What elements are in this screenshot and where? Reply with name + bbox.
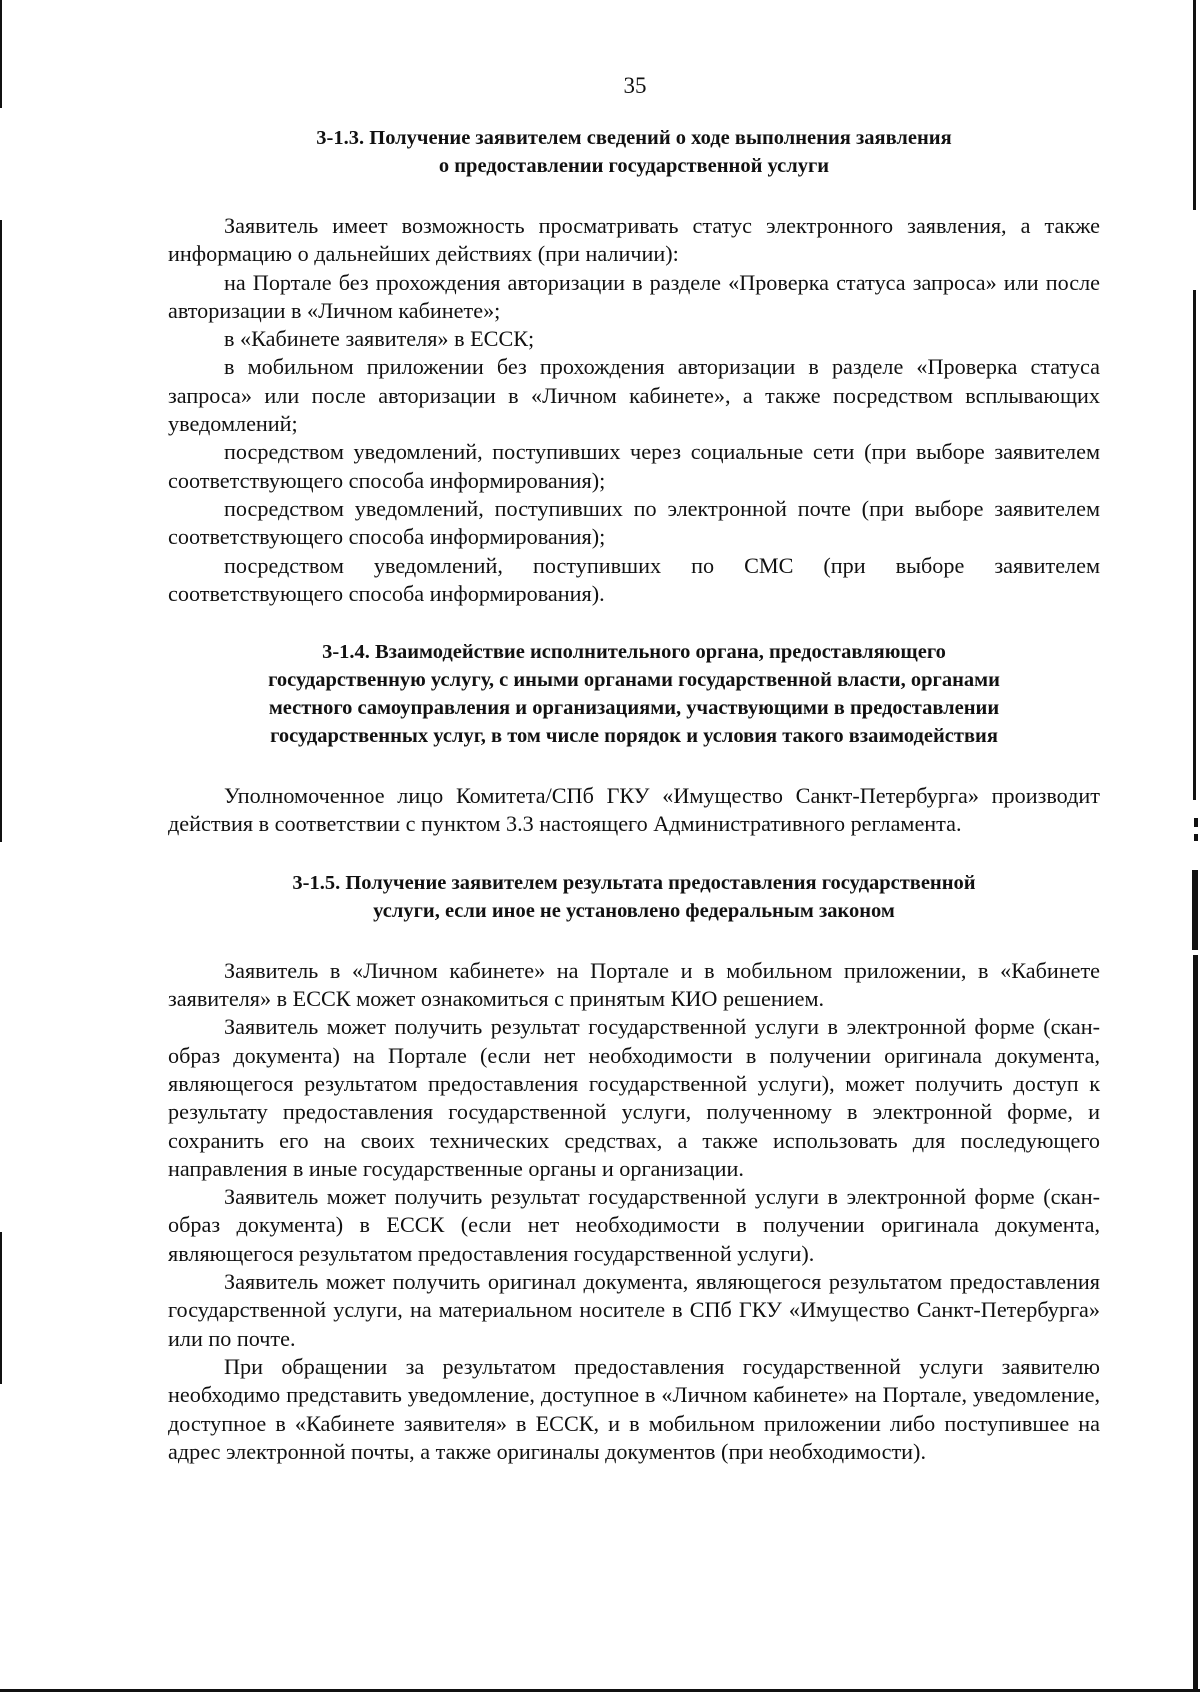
heading-line: услуги, если иное не установлено федеральным законом — [373, 899, 895, 922]
heading-line: государственных услуг, в том числе порядок и условия такого взаимодействия — [270, 725, 998, 748]
scan-edge-right — [1194, 818, 1198, 827]
scan-edge-right — [1192, 870, 1198, 950]
heading-line: о предоставлении государственной услуги — [438, 155, 830, 177]
paragraph: в мобильном приложении без прохождения авторизации в разделе «Проверка статуса запроса» или после авторизации в «Личном кабинете», а также посредством всплывающих уведомлений; — [168, 354, 1100, 437]
paragraph: Заявитель может получить результат государственной услуги в электронной форме (скан-образ документа) на Портале (если нет необходимости в получении оригинала документа, являющегося результатом предоставления государственной услуги), может получить доступ к результату предоставления государственной услуги, полученному в электронной форме, и сохранить его на своих технических средствах, а также использовать для последующего направления в иные государственные органы и организации. — [168, 1014, 1100, 1181]
document-body — [168, 124, 1100, 1466]
paragraph: Заявитель может получить результат государственной услуги в электронной форме (скан-образ документа) в ЕССК (если нет необходимости в получении оригинала документа, являющегося результатом предоставления государственной услуги). — [168, 1184, 1100, 1266]
scan-edge-right — [1193, 0, 1196, 210]
heading-line: государственную услугу, с иными органами государственной власти, органами — [268, 669, 1000, 692]
scan-edge-right — [1193, 290, 1196, 800]
paragraph: При обращении за результатом предоставления государственной услуги заявителю необходимо представить уведомление, доступное в «Личном кабинете» на Портале, уведомление, доступное в «Кабинете заявителя» в ЕССК, и в мобильном приложении либо поступившее на адрес электронной почты, а также оригиналы документов (при необходимости). — [168, 1353, 1100, 1464]
heading-line: 3-1.4. Взаимодействие исполнительного органа, предоставляющего — [322, 641, 946, 664]
section-heading — [224, 124, 1044, 180]
paragraph: посредством уведомлений, поступивших через социальные сети (при выборе заявителем соответствующего способа информирования); — [168, 439, 1100, 493]
scan-edge-right — [1193, 955, 1198, 1692]
paragraph: Заявитель имеет возможность просматривать статус электронного заявления, а также информацию о дальнейших действиях (при наличии): — [168, 213, 1100, 267]
section-heading — [179, 638, 1089, 750]
heading-line: 3-1.3. Получение заявителем сведений о ходе выполнения заявления — [316, 127, 952, 149]
paragraph: посредством уведомлений, поступивших по электронной почте (при выборе заявителем соответствующего способа информирования); — [168, 495, 1100, 550]
paragraph: Уполномоченное лицо Комитета/СПб ГКУ «Имущество Санкт-Петербурга» производит действия в соответствии с пунктом 3.3 настоящего Административного регламента. — [168, 783, 1100, 837]
page-number: 35 — [623, 73, 647, 98]
scan-edge-left — [0, 1232, 2, 1384]
paragraph: Заявитель в «Личном кабинете» на Портале и в мобильном приложении, в «Кабинете заявителя» в ЕССК может ознакомиться с принятым КИО решением. — [168, 957, 1100, 1012]
paragraph: в «Кабинете заявителя» в ЕССК; — [224, 326, 535, 352]
paragraph: посредством уведомлений, поступивших по СМС (при выборе заявителем соответствующего способа информирования). — [168, 552, 1100, 606]
paragraph: на Портале без прохождения авторизации в разделе «Проверка статуса запроса» или после авторизации в «Личном кабинете»; — [168, 269, 1100, 323]
scan-edge-right — [1194, 834, 1198, 841]
heading-line: 3-1.5. Получение заявителем результата предоставления государственной — [292, 871, 976, 894]
paragraph: Заявитель может получить оригинал документа, являющегося результатом предоставления государственной услуги, на материальном носителе в СПб ГКУ «Имущество Санкт-Петербурга» или по почте. — [168, 1269, 1100, 1351]
section-heading — [194, 869, 1074, 925]
scan-edge-left — [0, 220, 2, 842]
heading-line: местного самоуправления и организациями, участвующими в предоставлении — [268, 697, 1000, 720]
